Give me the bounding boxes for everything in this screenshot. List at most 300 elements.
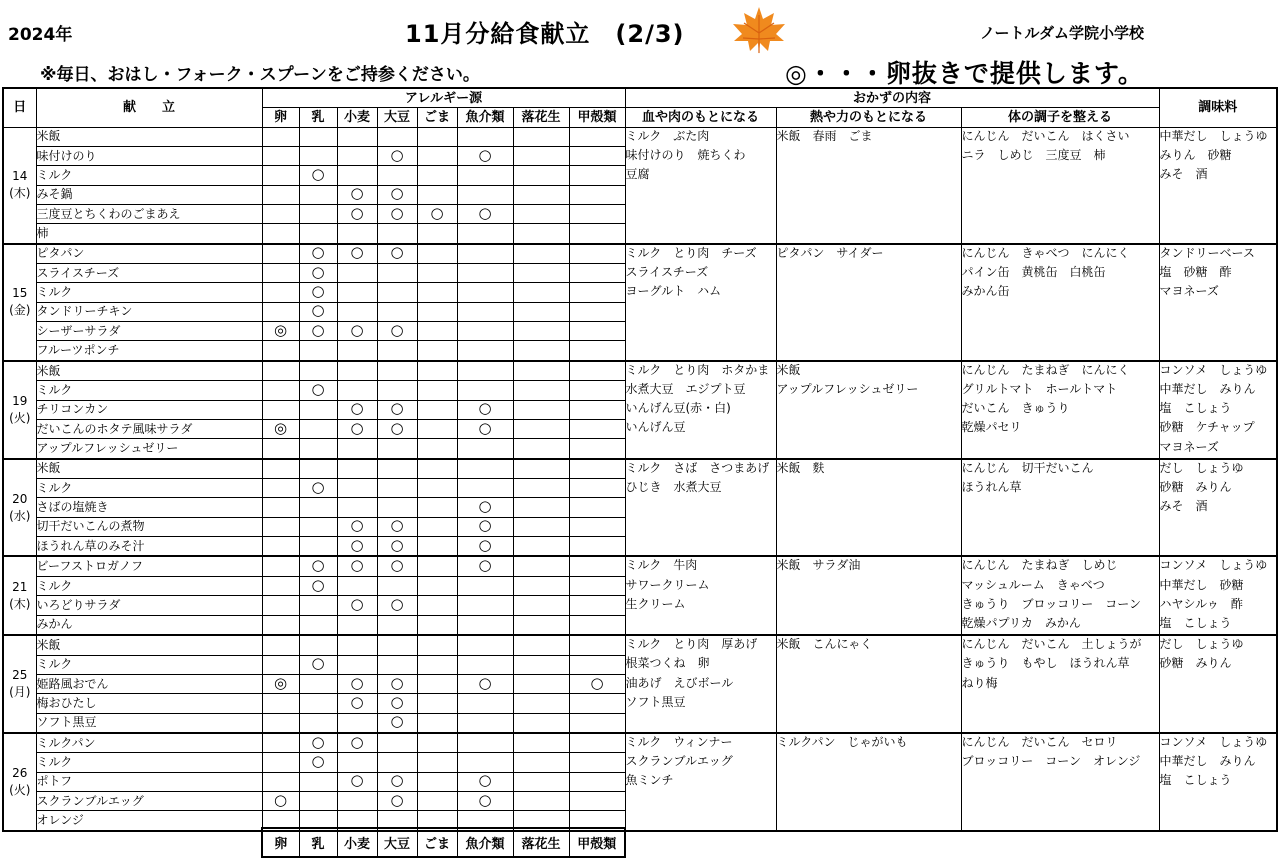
allergen-cell	[417, 517, 457, 536]
allergen-cell	[262, 694, 299, 713]
allergen-cell	[513, 361, 569, 381]
allergen-cell	[417, 733, 457, 753]
table-row	[3, 361, 1277, 381]
seasoning-food-line: 中華だし みりん	[1159, 382, 1256, 396]
allergen-cell	[569, 596, 625, 615]
allergen-cell	[262, 753, 299, 772]
allergen-cell	[377, 244, 417, 264]
body-food-line: にんじん たまねぎ しめじ	[961, 558, 1118, 573]
allergen-cell	[417, 459, 457, 479]
allergen-cell	[417, 322, 457, 341]
allergen-cell	[262, 772, 299, 791]
day-cell	[3, 635, 36, 733]
day-cell	[3, 556, 36, 635]
col-header-menu: 献 立	[36, 88, 262, 127]
blood-food-line: ミルク とり肉 チーズ	[625, 245, 757, 260]
allergen-mark: ○	[390, 243, 404, 262]
col-header-seasoning: 調味料	[1159, 88, 1277, 127]
allergen-cell	[457, 615, 513, 635]
allergen-cell	[299, 283, 337, 302]
allergen-footer	[261, 827, 626, 858]
allergen-cell	[377, 517, 417, 536]
energy-food-line: 米飯	[776, 362, 801, 377]
allergen-cell	[299, 615, 337, 635]
allergen-mark: ○	[350, 693, 364, 711]
allergen-mark: ○	[350, 556, 364, 575]
body-food-line: ねり梅	[961, 675, 998, 690]
table-row	[3, 733, 1277, 753]
allergen-cell	[299, 713, 337, 733]
footer-allergen-label: 卵	[262, 828, 299, 857]
allergen-mark: ○	[311, 655, 325, 673]
allergen-cell	[262, 674, 299, 693]
allergen-cell	[377, 264, 417, 283]
allergen-cell	[457, 479, 513, 498]
day-weekday: (火)	[9, 410, 31, 425]
allergen-cell	[417, 166, 457, 185]
allergen-cell	[299, 419, 337, 438]
day-cell	[3, 361, 36, 459]
allergen-mark: ○	[390, 556, 404, 575]
allergen-cell	[457, 517, 513, 536]
allergen-cell	[513, 655, 569, 674]
allergen-mark: ○	[350, 419, 364, 437]
allergen-cell	[569, 381, 625, 400]
allergen-cell	[377, 361, 417, 381]
allergen-cell	[569, 224, 625, 244]
col-header-allergen: 落花生	[513, 108, 569, 127]
allergen-cell	[377, 733, 417, 753]
energy-food-line: 米飯 サラダ油	[776, 558, 861, 573]
seasoning-food-line: マヨネーズ	[1159, 439, 1219, 454]
allergen-cell	[337, 166, 377, 185]
allergen-cell	[337, 264, 377, 283]
seasoning-food-line: 塩 こしょう	[1159, 401, 1232, 416]
dish-name: 米飯	[36, 127, 262, 146]
allergen-cell	[457, 713, 513, 733]
allergen-cell	[417, 655, 457, 674]
allergen-cell	[377, 400, 417, 419]
allergen-cell	[569, 753, 625, 772]
school-name: ノートルダム学院小学校	[980, 24, 1144, 42]
allergen-cell	[457, 283, 513, 302]
dish-name: ミルク	[36, 655, 262, 674]
allergen-mark: ○	[390, 204, 404, 222]
allergen-cell	[513, 439, 569, 459]
seasoning-food-line: 塩 砂糖 酢	[1159, 264, 1232, 279]
allergen-cell	[262, 537, 299, 557]
blood-foods-cell	[625, 244, 776, 361]
dish-name: アップルフレッシュゼリー	[36, 439, 262, 459]
allergen-cell	[417, 772, 457, 791]
allergen-cell	[299, 361, 337, 381]
allergen-cell	[299, 244, 337, 264]
allergen-cell	[569, 361, 625, 381]
allergen-cell	[337, 283, 377, 302]
allergen-cell	[262, 127, 299, 146]
allergen-cell	[569, 127, 625, 146]
allergen-cell	[299, 479, 337, 498]
seasoning-foods-cell	[1159, 459, 1277, 557]
allergen-cell	[569, 244, 625, 264]
allergen-cell	[337, 674, 377, 693]
allergen-cell	[513, 733, 569, 753]
seasoning-food-line: 中華だし 砂糖	[1159, 577, 1244, 592]
allergen-mark: ○	[390, 713, 404, 731]
allergen-mark: ○	[478, 146, 492, 164]
col-header-content: 体の調子を整える	[961, 108, 1159, 127]
allergen-mark: ○	[311, 165, 325, 184]
col-header-allergen: 魚介類	[457, 108, 513, 127]
allergen-cell	[569, 772, 625, 791]
allergen-cell	[262, 361, 299, 381]
seasoning-food-line: 中華だし みりん	[1159, 754, 1256, 769]
blood-food-line: ミルク 牛肉	[625, 558, 698, 573]
allergen-mark: ○	[350, 772, 364, 790]
allergen-cell	[262, 205, 299, 224]
allergen-mark: ○	[478, 556, 492, 575]
allergen-cell	[377, 185, 417, 204]
allergen-cell	[262, 479, 299, 498]
allergen-cell	[569, 635, 625, 655]
seasoning-foods-cell	[1159, 244, 1277, 361]
allergen-cell	[337, 322, 377, 341]
dish-name: ミルク	[36, 576, 262, 595]
allergen-mark: ○	[478, 400, 492, 418]
dish-name: チリコンカン	[36, 400, 262, 419]
allergen-mark: ○	[350, 243, 364, 262]
allergen-cell	[513, 127, 569, 146]
energy-foods-cell	[776, 244, 961, 361]
col-header-allergen: 乳	[299, 108, 337, 127]
allergen-cell	[262, 713, 299, 733]
allergen-cell	[457, 224, 513, 244]
allergen-cell	[337, 576, 377, 595]
allergen-cell	[337, 459, 377, 479]
blood-food-line: 豆腐	[625, 167, 650, 182]
day-weekday: (水)	[9, 508, 31, 523]
allergen-cell	[569, 498, 625, 517]
table-row	[3, 635, 1277, 655]
allergen-cell	[377, 459, 417, 479]
allergen-cell	[377, 341, 417, 361]
day-date: 19	[12, 393, 28, 408]
allergen-cell	[513, 459, 569, 479]
allergen-cell	[377, 772, 417, 791]
body-food-line: きゅうり もやし ほうれん草	[961, 656, 1130, 671]
allergen-cell	[513, 596, 569, 615]
allergen-cell	[417, 694, 457, 713]
allergen-cell	[417, 753, 457, 772]
allergen-cell	[337, 185, 377, 204]
allergen-cell	[299, 733, 337, 753]
allergen-cell	[262, 341, 299, 361]
allergen-cell	[337, 635, 377, 655]
allergen-cell	[417, 147, 457, 166]
energy-foods-cell	[776, 361, 961, 459]
allergen-cell	[569, 264, 625, 283]
body-food-line: 乾燥パセリ	[961, 420, 1022, 435]
allergen-cell	[513, 381, 569, 400]
blood-foods-cell	[625, 556, 776, 635]
allergen-cell	[513, 479, 569, 498]
seasoning-food-line: 砂糖 みりん	[1159, 479, 1232, 494]
dish-name: ポトフ	[36, 772, 262, 791]
dish-name: シーザーサラダ	[36, 322, 262, 341]
allergen-cell	[569, 537, 625, 557]
allergen-cell	[569, 400, 625, 419]
allergen-mark: ○	[311, 732, 325, 751]
allergen-cell	[337, 733, 377, 753]
seasoning-food-line: タンドリーベース	[1159, 245, 1255, 260]
allergen-cell	[569, 205, 625, 224]
allergen-cell	[337, 479, 377, 498]
allergen-mark: ○	[430, 204, 444, 222]
energy-food-line: ピタパン サイダー	[776, 245, 884, 260]
allergen-cell	[262, 302, 299, 321]
allergen-cell	[457, 341, 513, 361]
allergen-cell	[417, 479, 457, 498]
day-date: 26	[12, 765, 28, 780]
allergen-cell	[377, 537, 417, 557]
allergen-cell	[377, 635, 417, 655]
day-date: 21	[12, 579, 28, 594]
allergen-cell	[262, 322, 299, 341]
allergen-cell	[337, 556, 377, 576]
body-food-line: にんじん だいこん 土しょうが	[961, 637, 1142, 652]
blood-food-line: 根菜つくね 卵	[625, 656, 710, 671]
allergen-cell	[377, 596, 417, 615]
allergen-cell	[262, 224, 299, 244]
allergen-cell	[337, 615, 377, 635]
allergen-cell	[262, 635, 299, 655]
allergen-cell	[377, 302, 417, 321]
allergen-cell	[417, 264, 457, 283]
allergen-mark: ○	[350, 204, 364, 222]
allergen-cell	[513, 556, 569, 576]
body-food-line: にんじん だいこん セロリ	[961, 734, 1118, 749]
seasoning-food-line: 砂糖 みりん	[1159, 656, 1232, 671]
day-date: 25	[12, 668, 28, 683]
body-food-line: にんじん たまねぎ にんにく	[961, 362, 1130, 377]
allergen-cell	[299, 205, 337, 224]
allergen-cell	[457, 264, 513, 283]
seasoning-food-line: コンソメ しょうゆ	[1159, 558, 1268, 573]
allergen-cell	[377, 713, 417, 733]
autumn-leaf-icon	[730, 5, 788, 55]
allergen-mark: ○	[478, 497, 492, 516]
energy-food-line: アップルフレッシュゼリー	[776, 382, 919, 396]
allergen-cell	[299, 439, 337, 459]
allergen-cell	[299, 147, 337, 166]
allergen-cell	[569, 733, 625, 753]
allergen-cell	[377, 694, 417, 713]
allergen-cell	[262, 381, 299, 400]
allergen-cell	[417, 283, 457, 302]
body-foods-cell	[961, 127, 1159, 244]
blood-food-line: 味付けのり 焼ちくわ	[625, 147, 746, 162]
blood-food-line: いんげん豆	[625, 420, 686, 435]
allergen-cell	[337, 361, 377, 381]
allergen-mark: ○	[311, 263, 325, 281]
body-food-line: みかん缶	[961, 284, 1010, 299]
allergen-mark: ○	[478, 204, 492, 222]
allergen-cell	[337, 419, 377, 438]
dish-name: 米飯	[36, 361, 262, 381]
blood-foods-cell	[625, 459, 776, 557]
allergen-cell	[337, 791, 377, 810]
seasoning-food-line: コンソメ しょうゆ	[1159, 362, 1268, 377]
allergen-cell	[457, 419, 513, 438]
allergen-cell	[417, 537, 457, 557]
allergen-cell	[457, 185, 513, 204]
dish-name: オレンジ	[36, 811, 262, 831]
dish-name: みかん	[36, 615, 262, 635]
allergen-cell	[377, 166, 417, 185]
day-cell	[3, 459, 36, 557]
footer-allergen-label: 大豆	[377, 828, 417, 857]
dish-name: ミルク	[36, 479, 262, 498]
allergen-cell	[457, 459, 513, 479]
seasoning-food-line: だし しょうゆ	[1159, 460, 1244, 475]
seasoning-food-line: 中華だし しょうゆ	[1159, 128, 1268, 143]
allergen-cell	[513, 537, 569, 557]
body-food-line: パイン缶 黄桃缶 白桃缶	[961, 264, 1106, 279]
allergen-cell	[569, 185, 625, 204]
allergen-cell	[417, 224, 457, 244]
allergen-cell	[457, 498, 513, 517]
allergen-cell	[513, 244, 569, 264]
allergen-mark: ○	[478, 791, 492, 809]
allergen-cell	[569, 694, 625, 713]
allergen-mark: ○	[390, 321, 404, 339]
col-header-content: 血や肉のもとになる	[625, 108, 776, 127]
allergen-cell	[299, 381, 337, 400]
allergen-cell	[457, 400, 513, 419]
allergen-cell	[299, 556, 337, 576]
blood-foods-cell	[625, 733, 776, 831]
allergen-cell	[417, 791, 457, 810]
allergen-cell	[457, 322, 513, 341]
allergen-cell	[513, 400, 569, 419]
allergen-cell	[569, 674, 625, 693]
allergen-mark: ○	[350, 536, 364, 554]
seasoning-food-line: だし しょうゆ	[1159, 637, 1244, 652]
allergen-cell	[457, 439, 513, 459]
table-row	[3, 127, 1277, 146]
allergen-cell	[377, 655, 417, 674]
allergen-cell	[513, 341, 569, 361]
col-header-allergen: 小麦	[337, 108, 377, 127]
page-title: 11月分給食献立 (2/3)	[405, 20, 685, 48]
energy-foods-cell	[776, 127, 961, 244]
allergen-mark: ○	[390, 674, 404, 692]
allergen-cell	[299, 772, 337, 791]
allergen-cell	[569, 791, 625, 810]
day-weekday: (木)	[9, 186, 31, 201]
dish-name: 姫路風おでん	[36, 674, 262, 693]
allergen-cell	[417, 381, 457, 400]
dish-name: 柿	[36, 224, 262, 244]
allergen-cell	[262, 244, 299, 264]
allergen-cell	[299, 694, 337, 713]
allergen-cell	[513, 576, 569, 595]
energy-food-line: 米飯 こんにゃく	[776, 637, 873, 652]
dish-name: ソフト黒豆	[36, 713, 262, 733]
blood-food-line: スクランブルエッグ	[625, 754, 733, 769]
allergen-cell	[262, 576, 299, 595]
allergen-cell	[513, 772, 569, 791]
seasoning-foods-cell	[1159, 556, 1277, 635]
day-weekday: (月)	[9, 685, 31, 700]
dish-name: ミルク	[36, 283, 262, 302]
allergen-cell	[457, 166, 513, 185]
allergen-cell	[299, 264, 337, 283]
allergen-cell	[299, 791, 337, 810]
allergen-mark: ○	[311, 752, 325, 770]
blood-food-line: 生クリーム	[625, 596, 686, 611]
table-row	[3, 244, 1277, 264]
allergen-mark: ○	[350, 400, 364, 418]
allergen-mark: ○	[311, 556, 325, 575]
allergen-cell	[569, 147, 625, 166]
allergen-cell	[377, 479, 417, 498]
allergen-cell	[513, 185, 569, 204]
day-date: 14	[12, 169, 28, 184]
allergen-cell	[337, 205, 377, 224]
seasoning-food-line: 塩 こしょう	[1159, 616, 1232, 631]
allergen-cell	[337, 147, 377, 166]
allergen-cell	[337, 400, 377, 419]
allergen-cell	[337, 753, 377, 772]
allergen-cell	[417, 127, 457, 146]
dish-name: いろどりサラダ	[36, 596, 262, 615]
allergen-cell	[417, 419, 457, 438]
allergen-cell	[337, 713, 377, 733]
allergen-cell	[417, 205, 457, 224]
dish-name: 三度豆とちくわのごまあえ	[36, 205, 262, 224]
allergen-mark: ○	[390, 772, 404, 790]
allergen-cell	[262, 596, 299, 615]
allergen-mark: ◎	[273, 321, 288, 339]
allergen-cell	[513, 753, 569, 772]
seasoning-food-line: 塩 こしょう	[1159, 773, 1232, 788]
blood-foods-cell	[625, 635, 776, 733]
col-header-content: 熱や力のもとになる	[776, 108, 961, 127]
allergen-mark: ○	[311, 243, 325, 262]
allergen-cell	[377, 322, 417, 341]
allergen-cell	[417, 361, 457, 381]
footer-allergen-label: 乳	[299, 828, 337, 857]
allergen-cell	[377, 576, 417, 595]
allergen-cell	[377, 381, 417, 400]
allergen-cell	[337, 537, 377, 557]
dish-name: ミルク	[36, 381, 262, 400]
allergen-cell	[299, 517, 337, 536]
allergen-cell	[457, 127, 513, 146]
dish-name: さばの塩焼き	[36, 498, 262, 517]
year-label: 2024年	[8, 25, 73, 45]
allergen-cell	[262, 459, 299, 479]
allergen-mark: ○	[390, 185, 404, 203]
body-food-line: 乾燥パプリカ みかん	[961, 616, 1081, 631]
day-date: 15	[12, 286, 28, 301]
allergen-cell	[513, 264, 569, 283]
allergen-mark: ○	[311, 478, 325, 496]
allergen-cell	[457, 556, 513, 576]
blood-food-line: 油あげ えびボール	[625, 675, 734, 690]
dish-name: 米飯	[36, 459, 262, 479]
